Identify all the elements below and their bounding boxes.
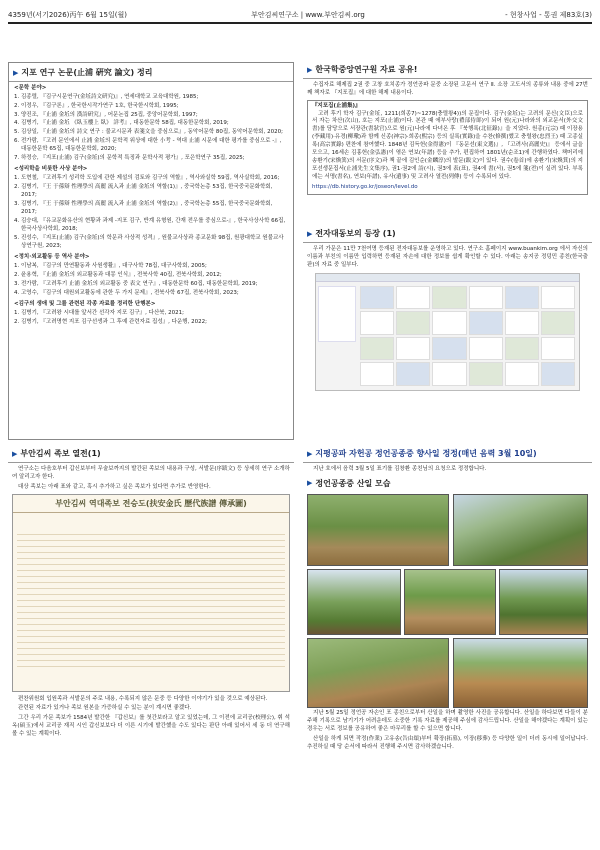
reference-item: 2. 이정우, 『김구론』, 한국한시작가연구 1호, 한국한시학회, 1995;	[14, 102, 179, 109]
gravesite-photo-5	[499, 569, 588, 635]
triangle-icon: ▶	[12, 449, 18, 458]
gravesite-photo-3	[307, 569, 401, 635]
reference-item: 7. 하정승, 『지포(止浦) 김구(金坵)의 문학적 특징과 문학사적 평가』, 포은학연구 35집, 2025;	[14, 155, 245, 162]
jungeon-correction: 지난 호에서 음력 3월 5일 표기를 김창환 종친님의 요청으로 정정합니다.	[313, 465, 487, 472]
jokbo-title: 부안김씨 족보 열전(1)	[20, 449, 101, 458]
jipo-description-box	[307, 100, 588, 196]
ebook-screenshot	[315, 273, 580, 391]
reference-item: 2. 김병기, 『고려명현 지포 김구선생과 그 후예 관련자료 집성』, 다운행, 2022;	[14, 318, 207, 325]
jipo-description: 고려 후기 학자 김구(金坵, 1211(희종7)~1278(충렬왕4))의 문집이다. 김구(金坵)는 고려의 문신(文臣)으로서 자는 차산(次山), 호는 지포(止浦)이다. 본관 때 에부사랑(禮部侍郞)이 되어 원(元)나라와의 외교문서(外交文書)를 담당으로 서장관(書狀官)으로 원(元)나라에 다녀온 후 『북행록(北征錄)』을 지었다. 원종(元宗) 때 이장용(李藏用)·유경(柳璥)과 함께 신종(神宗)·희종(熙宗) 등의 실록(實錄)을 수찬(修撰)했고 충렬왕(忠烈王) 때 고종실록(高宗實錄) 편찬에 참여했다. 1848년 김득헌(金得憲)이 『동문선(東文選)』, 『고려사(高麗史)』 등에서 글을 모으고, 16세손 김홍헌(金弘憲)이 엮은 연보(年譜) 등을 추가, 편집하여 1801년(순조1)에 간행하였다. 책머리에 송환기(宋煥箕)의 서문(序文)과 책 끝에 김인순(金麟淳)의 발문(跋文)이 있다. 권수(卷首)에 송환기(宋煥箕)의 지포선생문집서(止浦先生文集序), 권1·권2에 詩(시), 권3에 表(표), 권4에 書(서), 권5에 箋(전)이 실려 있다. 부록에는 서명(書名), 연보(年譜), 유사(遺事) 및 고려사 열전(列傳) 등이 수록되어 있다.	[312, 110, 583, 181]
sanil-advice: 산일을 하게 되면 작정(作業) 고유송(告由頌)부터 확장(拓墓), 이장(移葬) 등 다양한 일이 더러 동시에 일어납니다. 추진하실 때 당 순서에 따라서 진행해 주시면 감사하겠습니다.	[307, 736, 588, 751]
triangle-icon: ▶	[307, 65, 313, 74]
triangle-icon: ▶	[307, 479, 313, 488]
ebook-title: 전자대동보의 등장 (1)	[315, 229, 396, 238]
reference-item: 1. 김종렬, 『김구시문연구(金坵詩文硏究)』, 연세대학교 교육대학원, 1985;	[14, 93, 199, 100]
page-header	[8, 8, 592, 24]
screenshot-toolbar	[316, 274, 579, 282]
hanjung-section	[303, 62, 592, 224]
reference-item: 1. 김병기, 『고려왕 시대를 앞서간 선각자 지포 김구』, 다산북, 2021;	[14, 309, 184, 316]
reference-item: 5. 진성수, 『지포(止浦) 김구(金坵)의 학문과 사상적 성격』, 원불교사상과 종교문화 98집, 원광대학교 원불교사상연구원, 2023;	[14, 235, 284, 250]
category-thought: <성리학을 비롯한 사상 분야>	[14, 166, 88, 173]
section-label: - 현창사업 - 통권 제83호(3)	[505, 10, 592, 19]
ebook-section	[303, 226, 592, 440]
reference-item: 2. 김병기, 『王 于孫辯 性理學의 高麗 流入과 止浦 金坵의 역할(1)』, 중국학논총 53집, 한국중국문화학회, 2017;	[14, 184, 273, 199]
triangle-icon: ▶	[307, 229, 313, 238]
jokbo-intro: 연구소는 다음호부터 갑신보부터 무술보까지의 발간된 족보의 내용과 구성, 서발문(序跋文) 등 상세히 연구 소개하여 알리고자 한다.	[12, 465, 290, 480]
gravesite-photo-7	[453, 638, 588, 708]
photos-description: 지난 5월 25일 정언공 자손인 포 종친으로부터 산일을 하며 촬영한 사진을 공유합니다. 산일을 하다보면 다들이 분주해 기록으로 남기기가 어려운데도 소중한 기록 자료를 제공해 주심에 감사드립니다. 산일을 해야겠다는 계획이 있는 경우는 서로 정보를 공유하여 좋은 마무리를 할 수 있으면 합니다.	[307, 710, 588, 733]
ebook-intro: 우리 가문은 11만 7천여명 등재된 전자대동보를 운영하고 있다. 연구소 홈페이지 www.buankim.org 에서 자신의 이름과 부친의 이름만 입력하면 등재된 자손에 대한 정보를 쉽게 확인할 수 있다. 아래는 송지공 정덩민 종친(한국출판)의 자료 중 일부다.	[307, 245, 588, 268]
screenshot-sidebar	[318, 286, 356, 342]
photo-gallery	[305, 494, 590, 710]
gravesite-photo-6	[307, 638, 449, 708]
reference-item: 2. 윤용혁, 『止浦 金坵의 외교활동과 대몽 인식』, 전북사학 40집, 전북사학회, 2012;	[14, 271, 222, 278]
jokbo-table-rows	[17, 529, 285, 671]
reference-item: 3. 전가람, 『고려후기 止浦 金坵의 외교활동 중 表文 연구』, 대동한문학 60집, 대동한문학회, 2019;	[14, 280, 258, 287]
books-list	[14, 310, 288, 327]
reference-item: 4. 김승대, 『유교문화유산의 현황과 과제 -지포 김구, 반계 유형원, 간재 전우를 중심으로-』, 한국사상사학 66집, 한국사상사학회, 2018;	[14, 218, 286, 233]
jungeon-title: 지평공파 자헌공 정언공종중 향사일 정정(매년 음력 3월 10일)	[315, 449, 537, 458]
screenshot-grid	[360, 286, 575, 386]
jokbo-request: 관련된 자료가 있거나 족보 원본을 가증하실 수 있는 분이 계시면 좋겠다.	[18, 705, 192, 712]
reference-item: 4. 김병기, 『止浦 金坵 《臥玉樓上 臥》 詳考』, 대동한문학 58집, 대동한문학회, 2019;	[14, 120, 229, 127]
papers-section	[8, 62, 294, 440]
jipo-subtitle: 『지포집(止浦集)』	[312, 102, 361, 109]
reference-item: 6. 전가람, 『고려 문인에서 止浦 金坵의 문학적 위상에 대한 小考 - 역대 止浦 시문에 대한 평가를 중심으로 -』, 대동한문학 65집, 대동한문학회, 2020;	[14, 138, 282, 153]
jungeon-section	[303, 446, 592, 842]
hanjung-intro: 수집자료 해제집 2권 중 고창 호치종가 정언공파 문중 소장된 고문서 연구 Ⅱ. 소장 고도서의 종류와 내용 중에 27번째 책자로 『지포집』에 대한 해제 내용이다.	[307, 81, 588, 96]
history-list	[14, 263, 288, 298]
gravesite-photo-4	[404, 569, 496, 635]
triangle-icon: ▶	[307, 449, 313, 458]
literature-list	[14, 94, 288, 164]
jokbo-table-title: 부안김씨 역대족보 전승도(扶安金氏 歷代族譜 傳承圖)	[13, 495, 289, 514]
jokbo-first-edition-note: 그간 우리 가문 족보가 1584년 발간한 『갑신보』를 첫간보라고 알고 있었는데, 그 이전에 교리공(校理公), 휘 석옥(碩玉)에서 교리공 재직 시인 갑신보보다 더 이른 시기에 발간했을 수도 있다는 판단 아래 있어서 세 동 더 연구해 볼 수 있는 계획이다.	[12, 715, 290, 738]
papers-title: 지포 연구 논문(止浦 硏究 論文) 정리	[21, 68, 153, 77]
reference-item: 5. 김상일, 『止浦 金坵의 詩文 연구 : 불교시문과 表箋文을 중심으로』, 동악어문학 80집, 동악어문학회, 2020;	[14, 129, 283, 136]
thought-list	[14, 175, 288, 251]
issue-date: 4359년(서기2026)丙午 6월 15일(월)	[8, 10, 127, 19]
triangle-icon: ▶	[13, 68, 19, 77]
publisher: 부안김씨연구소 | www.부안김씨.org	[251, 10, 365, 19]
gravesite-photo-1	[307, 494, 449, 566]
reference-item: 3. 김병기, 『王 于孫辯 性理學의 高麗 流入과 止浦 金坵의 역할(2)』, 중국학논총 55집, 한국중국문화학회, 2017;	[14, 201, 273, 216]
reference-item: 1. 도현철, 『고려후기 성리학 도입에 관한 제설의 검토와 김구의 역할』, 역사와실학 59집, 역사실학회, 2016;	[14, 175, 280, 182]
history-db-link[interactable]: https://db.history.go.kr/joseon/level.do	[312, 184, 418, 191]
table-row	[17, 661, 285, 667]
jokbo-section	[8, 446, 294, 842]
category-history: <정치·외교활동 등 역사 분야>	[14, 254, 90, 260]
hanjung-title: 한국학중앙연구원 자료 공유!	[315, 65, 418, 74]
gravesite-photo-2	[453, 494, 588, 566]
category-literature: <문학 분야>	[14, 84, 47, 91]
jokbo-expectation: 편찬위원회 입원족과 서발문의 주로 내용, 수록되지 않은 문중 등 다양한 이야기가 있을 것으로 예상된다.	[18, 695, 268, 702]
reference-item: 3. 양진조, 『止浦 金坵의 漢詩硏究』, 어문논집 25집, 중앙어문학회, 1997;	[14, 111, 198, 118]
reference-item: 4. 고영수, 『김구의 대원외교활동에 관한 두 가지 문제』, 전북사학 67집, 전북사학회, 2023;	[14, 289, 239, 296]
reference-item: 1. 이남복, 『김구의 만연활동과 사원생활』, 대구사학 78집, 대구사학회, 2005;	[14, 262, 207, 269]
photos-title: 정언공종중 산일 모습	[315, 478, 391, 488]
jokbo-target-note: 대상 족보는 아래 표와 같고, 혹시 추가하고 싶은 족보가 있다면 추가로 반영한다.	[18, 483, 211, 490]
category-books: <김구의 생애 및 그를 관련된 각종 자료를 정리한 단행본>	[14, 300, 156, 307]
jokbo-lineage-table-image	[12, 494, 290, 692]
